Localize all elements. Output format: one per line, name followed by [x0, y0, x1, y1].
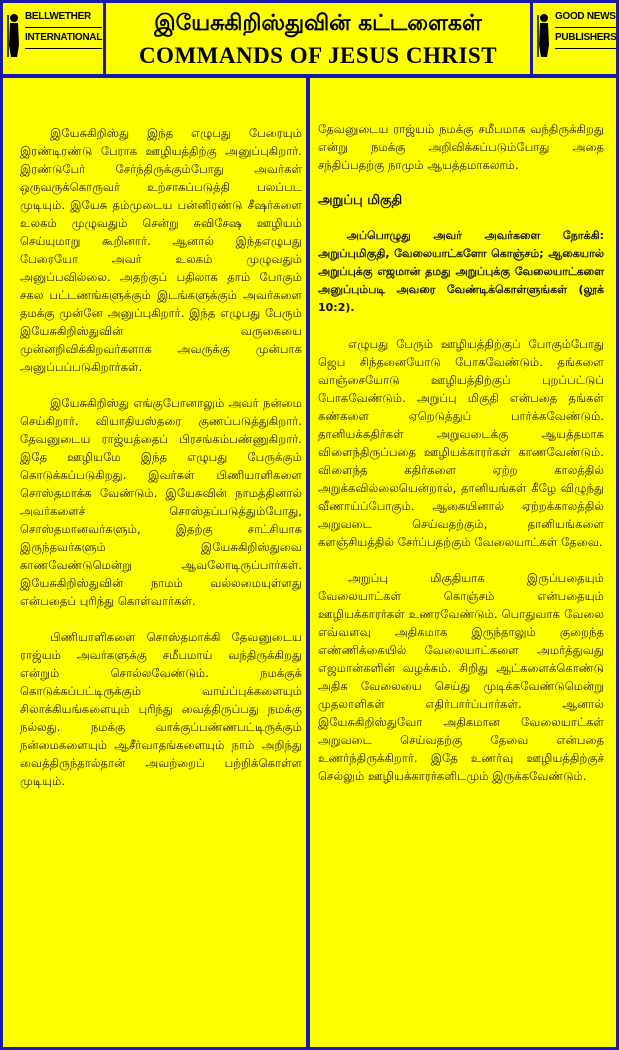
shepherd-figure-icon [536, 9, 550, 59]
body-paragraph: எழுபது பேரும் ஊழியத்திற்குப் போகும்போது ஜெப சிந்தனையோடு போகவேண்டும். தங்களை வாஞ்சையோடு ஊழியத்திற்குப் புறப்பட்டுப் போகவேண்டும். அறுப்பு மிகுதி என்பதை தங்கள் கண்களை ஏறெடுத்துப் பார்க்கவேண்டும். தானியக்கதிர்கள் அறுவடைக்கு ஆயத்தமாக விளைந்திருப்பதை ஊழியக்காரர்கள் காணவேண்டும். விளைந்த கதிர்களை ஏற்ற காலத்தில் அறுக்கவில்லையென்றால், தானியங்கள் கீழே விழுந்து வீணாய்ப்போகும். ஆகையினால் ஏற்றக்காலத்தில் அறுவடை செய்வதற்கும், தானியங்களை களஞ்சியத்தில் சேர்ப்பதற்கும் வேலையாட்கள் தேவை. [318, 337, 604, 549]
title-english: COMMANDS OF JESUS CHRIST [138, 43, 498, 68]
left-logo-line-1: BELLWETHER [25, 7, 102, 28]
title-tamil: இயேசுகிறிஸ்துவின் கட்டளைகள் [154, 11, 482, 36]
body-paragraph: இயேசுகிறிஸ்து எங்குபோனாலும் அவர் நன்மை செய்கிறார். வியாதியஸ்தரை குணப்படுத்துகிறார். தேவனுடைய ராஜ்யத்தைப் பிரசங்கம்பண்ணுகிறார். இதே ஊழியமே இந்த எழுபது பேருக்கும் கொடுக்கப்படுகிறது. இவர்கள் பிணியாளிகளை சொஸ்தமாக்க வேண்டும். இயேசுவின் நாமத்தினால் அவர்களைச் சொஸ்தப்படுத்தும்போது, சொஸ்தமானவர்களும், இதற்கு சாட்சியாக இருந்தவர்களும் இயேசுகிறிஸ்துவை காணவேண்டுமென்று ஆவலோடிருப்பார்கள். இயேசுகிறிஸ்துவின் நாமம் வல்லமையுள்ளது என்பதைப் புரிந்து கொள்வார்கள். [20, 396, 302, 608]
body-paragraph: அறுப்பு மிகுதியாக இருப்பதையும் வேலையாட்கள் கொஞ்சம் என்பதையும் ஊழியக்காரர்கள் உணரவேண்டும். பொதுவாக வேலை எவ்வளவு அதிகமாக இருந்தாலும் குறைந்த எண்ணிக்கையில் வேலையாட்களை அமர்த்துவது எஜமான்களின் வழக்கம். சிறிது ஆட்களைக்கொண்டு அதிக வேலையை செய்து முடிக்கவேண்டுமென்று முதலாளிகள் எதிர்பார்ப்பார்கள். ஆனால் இயேசுகிறிஸ்துவோ அதிகமான வேலையாட்கள் அறுவடை செய்வதற்கு தேவை என்பதை உணர்ந்திருக்கிறார். இதே உணர்வு ஊழியத்திற்குச் செல்லும் ஊழியக்காரர்களிடமும் இருக்கவேண்டும். [318, 571, 604, 783]
right-column [310, 78, 616, 803]
left-logo-line-2: INTERNATIONAL [25, 28, 102, 49]
right-logo-line-1: GOOD NEWS [555, 7, 616, 28]
scripture-paragraph: அப்பொழுது அவர் அவர்களை நோக்கி: அறுப்புமிகுதி, வேலையாட்களோ கொஞ்சம்; ஆகையால் அறுப்புக்கு எஜமான் தமது அறுப்புக்கு வேலையாட்களை அனுப்பும்படி அவரை வேண்டிக்கொள்ளுங்கள் (லூக் 10:2). [318, 229, 604, 314]
header [0, 0, 619, 78]
right-logo-line-2: PUBLISHERS [555, 28, 616, 49]
left-column [3, 78, 306, 808]
body-paragraph: பிணியாளிகளை சொஸ்தமாக்கி தேவனுடைய ராஜ்யம் அவர்களுக்கு சமீபமாய் வந்திருக்கிறது என்றும் சொல்லவேண்டும். நமக்குக் கொடுக்கப்பட்டிருக்கும் வாய்ப்புக்களையும் சிலாக்கியங்களையும் புரிந்து வைத்திருப்பது நமக்கு நல்லது. நமக்கு வாக்குப்பண்ணபட்டிருக்கும் நன்மைகளையும் ஆசீர்வாதங்களையும் நாம் அறிந்து வைத்திருந்தால்தான் அவற்றைப் பற்றிக்கொள்ள முடியும். [20, 630, 302, 788]
intro-paragraph: தேவனுடைய ராஜ்யம் நமக்கு சமீபமாக வந்திருக்கிறது என்று நமக்கு அறிவிக்கப்படும்போது அதை சந்திப்பதற்கு நாமும் ஆயத்தமாகலாம். [318, 122, 604, 172]
section-heading: அறுப்பு மிகுதி [318, 193, 403, 208]
good-news-logo [530, 3, 616, 77]
body-paragraph: இயேசுகிறிஸ்து இந்த எழுபது பேரையும் இரண்டிரண்டு பேராக ஊழியத்திற்கு அனுப்புகிறார். இரண்டுபேர் சேர்ந்திருக்கும்போது அவர்கள் ஒருவருக்கொருவர் உற்சாகப்படுத்தி பலப்பட முடியும். இயேசு தம்முடைய பன்னிரண்டு சீஷர்களை உலகம் முழுவதும் சென்று சுவிசேஷ ஊழியம் செய்யுமாறு கூறினார். ஆனால் இந்தஎழுபது பேரையோ அவர் உலகம் முழுவதும் அனுப்பவில்லை. அதற்குப் பதிலாக தாம் போகும் சகல பட்டணங்களுக்கும் இடங்களுக்கும் அவர்களை தமக்கு முன்னே அனுப்புகிறார். இந்த எழுபது பேரும் இயேசுகிறிஸ்துவின் வருகையை முன்னறிவிக்கிறவர்களாக அவருக்கு முன்பாக அனுப்பப்படுகிறார்கள். [20, 126, 302, 374]
shepherd-figure-icon [6, 9, 20, 59]
title-box [106, 3, 530, 77]
bellwether-logo [3, 3, 106, 77]
